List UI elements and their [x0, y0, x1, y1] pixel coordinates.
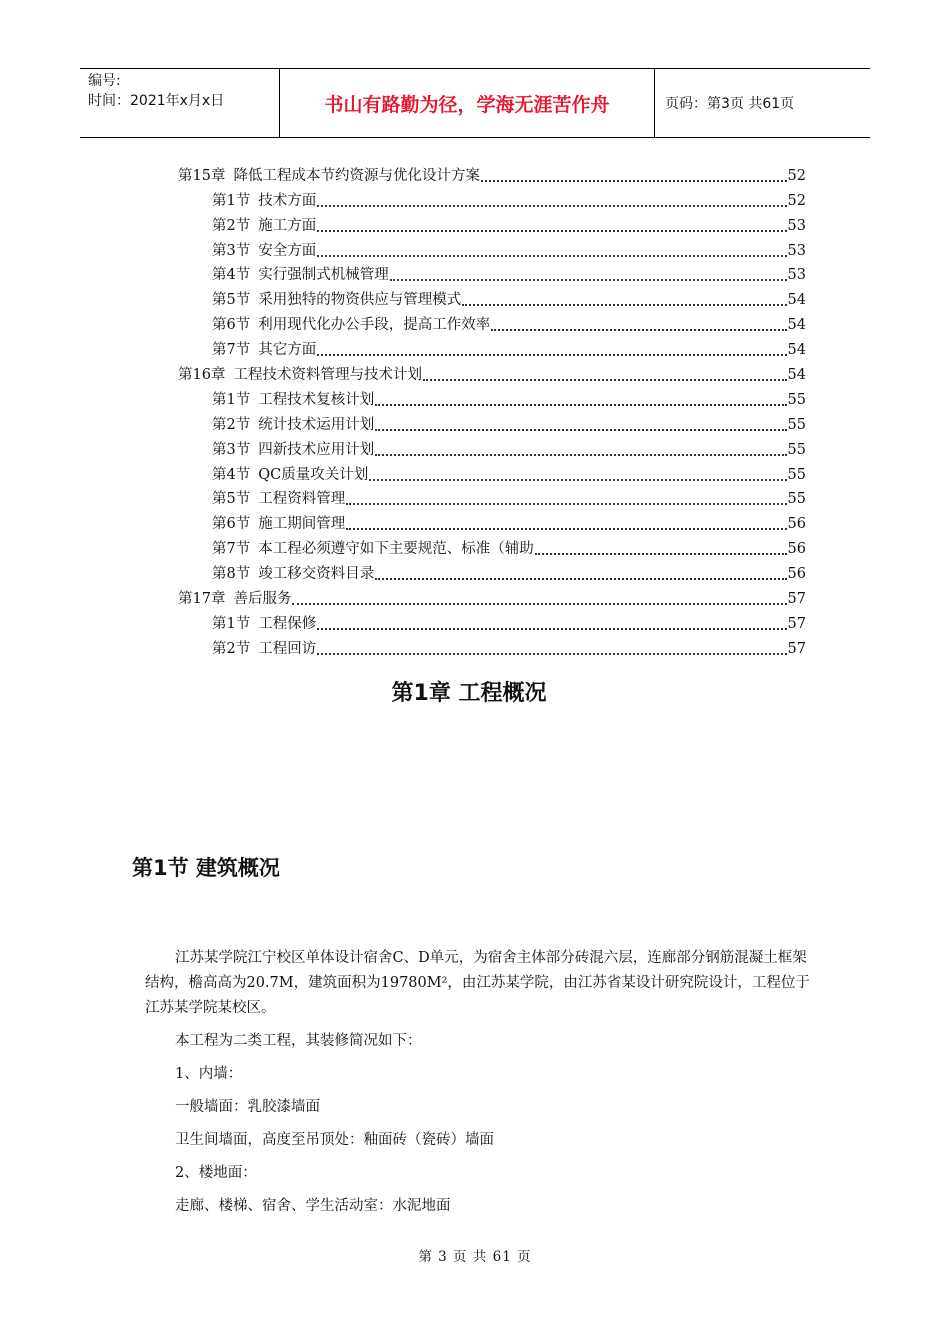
page-footer: 第 3 页 共 61 页 — [418, 1249, 532, 1265]
toc-section-entry[interactable] — [178, 210, 806, 235]
toc-entry-title: 四新技术应用计划 — [258, 441, 375, 458]
toc-section-entry[interactable] — [178, 633, 806, 658]
header-page-info: 页码：第3页 共61页 — [665, 96, 795, 112]
toc-entry-title: 施工方面 — [258, 217, 317, 234]
header-meta — [80, 69, 280, 137]
toc-entry-page: 52 — [787, 192, 806, 209]
toc-leader-dots — [375, 577, 786, 580]
toc-entry-title: 降低工程成本节约资源与优化设计方案 — [233, 167, 480, 184]
toc-entry-number: 第16章 — [178, 367, 226, 384]
toc-entry-title: 工程资料管理 — [258, 491, 346, 508]
toc-entry-title: 工程技术资料管理与技术计划 — [233, 367, 422, 384]
toc-chapter-entry[interactable] — [178, 359, 806, 384]
table-of-contents — [178, 160, 806, 658]
toc-leader-dots — [390, 278, 787, 281]
toc-entry-number: 第3节 — [212, 242, 251, 259]
toc-entry-number: 第4节 — [212, 267, 251, 284]
toc-section-entry[interactable] — [178, 459, 806, 484]
body-line: 卫生间墙面，高度至吊顶处：釉面砖（瓷砖）墙面 — [175, 1132, 494, 1148]
page-header — [80, 68, 870, 138]
toc-entry-page: 57 — [787, 640, 806, 657]
toc-entry-title: 采用独特的物资供应与管理模式 — [258, 292, 462, 309]
body-line: 走廊、楼梯、宿舍、学生活动室：水泥地面 — [175, 1198, 451, 1214]
toc-entry-title: 统计技术运用计划 — [258, 416, 375, 433]
toc-section-entry[interactable] — [178, 508, 806, 533]
toc-entry-number: 第5节 — [212, 491, 251, 508]
toc-entry-number: 第5节 — [212, 292, 251, 309]
toc-entry-number: 第7节 — [212, 541, 251, 558]
intro-paragraph: 江苏某学院江宁校区单体设计宿舍C、D单元，为宿舍主体部分砖混六层，连廊部分钢筋混凝土框架结构，檐高高为20.7M，建筑面积为19780M²，由江苏某学院，由江苏省某设计研究院设计，工程位于江苏某学院某校区。 — [145, 950, 810, 1016]
toc-entry-title: 工程技术复核计划 — [258, 391, 375, 408]
toc-entry-number: 第2节 — [212, 416, 251, 433]
toc-leader-dots — [535, 552, 787, 555]
toc-entry-title: 善后服务 — [233, 591, 292, 608]
toc-entry-title: 施工期间管理 — [258, 516, 346, 533]
toc-section-entry[interactable] — [178, 434, 806, 459]
toc-entry-number: 第8节 — [212, 566, 251, 583]
toc-section-entry[interactable] — [178, 384, 806, 409]
toc-entry-page: 56 — [787, 566, 806, 583]
toc-entry-number: 第15章 — [178, 167, 226, 184]
toc-leader-dots — [423, 378, 787, 381]
toc-entry-number: 第2节 — [212, 640, 251, 657]
body-line: 本工程为二类工程，其装修简况如下： — [175, 1033, 422, 1049]
toc-entry-title: 工程回访 — [258, 640, 317, 657]
toc-leader-dots — [346, 502, 786, 505]
toc-entry-number: 第1节 — [212, 615, 251, 632]
toc-section-entry[interactable] — [178, 185, 806, 210]
toc-section-entry[interactable] — [178, 309, 806, 334]
toc-entry-title: 工程保修 — [258, 615, 317, 632]
body-line: 1、内墙： — [175, 1066, 243, 1082]
toc-section-entry[interactable] — [178, 235, 806, 260]
toc-chapter-entry[interactable] — [178, 160, 806, 185]
toc-entry-number: 第1节 — [212, 192, 251, 209]
toc-leader-dots — [491, 328, 786, 331]
toc-leader-dots — [375, 453, 786, 456]
toc-chapter-entry[interactable] — [178, 583, 806, 608]
toc-entry-page: 55 — [787, 491, 806, 508]
toc-section-entry[interactable] — [178, 558, 806, 583]
toc-entry-page: 56 — [787, 516, 806, 533]
chapter-title: 第1章 工程概况 — [391, 681, 547, 706]
toc-entry-number: 第6节 — [212, 516, 251, 533]
toc-entry-page: 55 — [787, 441, 806, 458]
toc-entry-title: 竣工移交资料目录 — [258, 566, 375, 583]
toc-entry-number: 第4节 — [212, 466, 251, 483]
toc-entry-number: 第17章 — [178, 591, 226, 608]
toc-entry-page: 56 — [787, 541, 806, 558]
toc-entry-page: 54 — [787, 342, 806, 359]
toc-section-entry[interactable] — [178, 533, 806, 558]
toc-entry-title: 其它方面 — [258, 342, 317, 359]
toc-entry-page: 57 — [787, 615, 806, 632]
toc-leader-dots — [346, 527, 786, 530]
toc-entry-number: 第3节 — [212, 441, 251, 458]
toc-entry-number: 第2节 — [212, 217, 251, 234]
number-label: 编号: — [88, 73, 121, 89]
toc-entry-title: 利用现代化办公手段，提高工作效率 — [258, 317, 491, 334]
body-text — [145, 946, 810, 1229]
toc-entry-page: 53 — [787, 242, 806, 259]
toc-entry-title: QC质量攻关计划 — [258, 466, 369, 483]
toc-section-entry[interactable] — [178, 409, 806, 434]
toc-entry-title: 技术方面 — [258, 192, 317, 209]
toc-entry-page: 55 — [787, 466, 806, 483]
toc-leader-dots — [317, 254, 786, 257]
toc-section-entry[interactable] — [178, 260, 806, 285]
toc-entry-number: 第7节 — [212, 342, 251, 359]
time-label: 时间：2021年x月x日 — [88, 93, 225, 109]
toc-entry-page: 53 — [787, 217, 806, 234]
toc-leader-dots — [317, 204, 786, 207]
toc-leader-dots — [292, 602, 786, 605]
toc-leader-dots — [317, 229, 786, 232]
toc-entry-page: 57 — [787, 591, 806, 608]
toc-leader-dots — [375, 428, 786, 431]
body-line: 一般墙面：乳胶漆墙面 — [175, 1099, 320, 1115]
toc-leader-dots — [317, 652, 786, 655]
toc-entry-title: 安全方面 — [258, 242, 317, 259]
toc-section-entry[interactable] — [178, 608, 806, 633]
toc-leader-dots — [317, 353, 786, 356]
toc-entry-page: 54 — [787, 367, 806, 384]
toc-section-entry[interactable] — [178, 284, 806, 309]
toc-leader-dots — [481, 179, 787, 182]
header-motto: 书山有路勤为径，学海无涯苦作舟 — [280, 69, 655, 137]
toc-entry-title: 实行强制式机械管理 — [258, 267, 389, 284]
toc-entry-number: 第1节 — [212, 391, 251, 408]
toc-entry-title: 本工程必须遵守如下主要规范、标准（辅助 — [258, 541, 534, 558]
toc-leader-dots — [317, 627, 786, 630]
toc-entry-page: 55 — [787, 391, 806, 408]
toc-entry-number: 第6节 — [212, 317, 251, 334]
toc-section-entry[interactable] — [178, 484, 806, 509]
toc-leader-dots — [375, 403, 786, 406]
toc-section-entry[interactable] — [178, 334, 806, 359]
body-line: 2、楼地面： — [175, 1165, 257, 1181]
section-title: 第1节 建筑概况 — [132, 856, 280, 880]
toc-entry-page: 54 — [787, 317, 806, 334]
toc-leader-dots — [369, 478, 786, 481]
toc-entry-page: 53 — [787, 267, 806, 284]
toc-leader-dots — [462, 303, 786, 306]
toc-entry-page: 52 — [787, 167, 806, 184]
toc-entry-page: 55 — [787, 416, 806, 433]
toc-entry-page: 54 — [787, 292, 806, 309]
